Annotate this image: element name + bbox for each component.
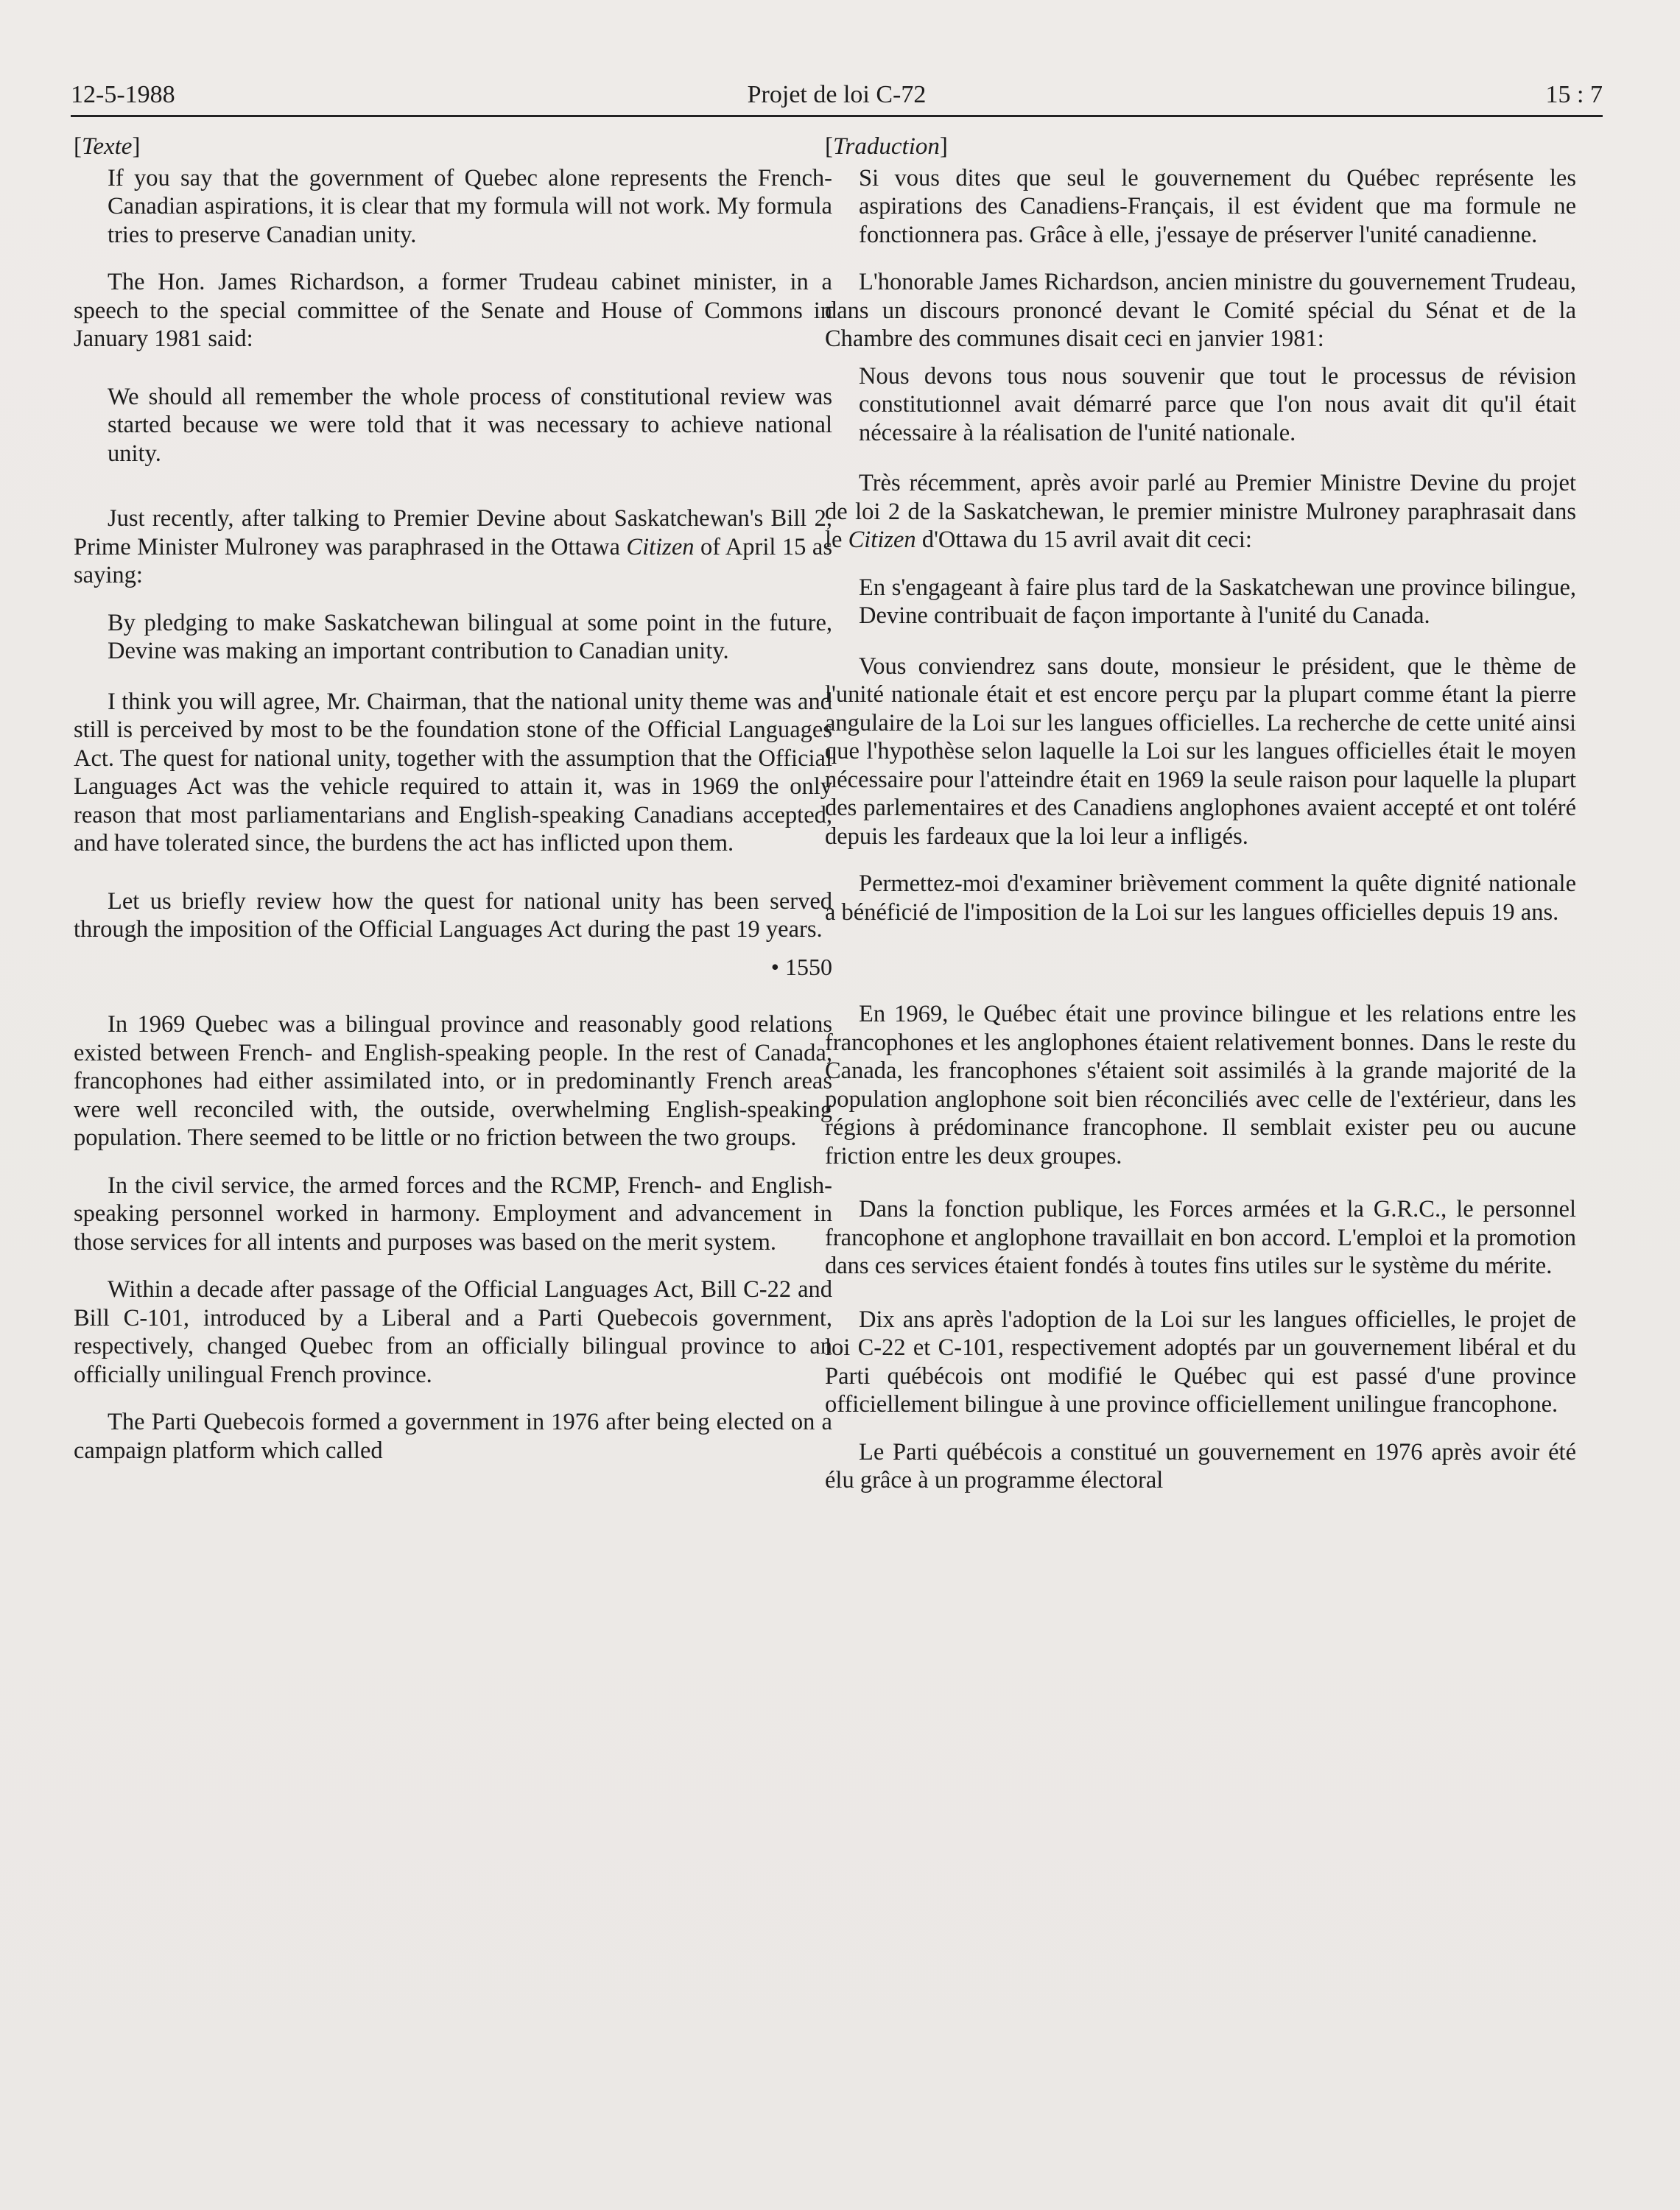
paragraph: L'honorable James Richardson, ancien ministre du gouvernement Trudeau, dans un discours prononcé devant le Comité spécial du Sénat et de la Chambre des communes disait ceci en janvier 1981: — [825, 269, 1576, 352]
paragraph: Si vous dites que seul le gouvernement du Québec représente les aspirations des Canadiens-Français, il est évident que ma formule ne fonctionnera pas. Grâce à elle, j'essaye de préserver l'unité canadienne. — [859, 164, 1576, 248]
header-title: Projet de loi C-72 — [747, 81, 927, 108]
paragraph: Très récemment, après avoir parlé au Premier Ministre Devine du projet de loi 2 de la Saskatchewan, le premier ministre Mulroney paraphrasait dans le Citizen d'Ottawa du 15 avril avait dit ceci: — [825, 470, 1576, 553]
block-quote: En s'engageant à faire plus tard de la Saskatchewan une province bilingue, Devine contribuait de façon importante à l'unité du Canada. — [859, 574, 1576, 629]
newspaper-title: Citizen — [626, 533, 695, 560]
block-quote: Nous devons tous nous souvenir que tout le processus de révision constitutionnel avait démarré parce que l'on nous avait dit qu'il était nécessaire à la réalisation de l'unité nationale. — [859, 362, 1576, 446]
french-column — [825, 133, 1576, 1514]
paragraph: Dans la fonction publique, les Forces armées et la G.R.C., le personnel francophone et anglophone travaillait en bon accord. L'emploi et la promotion dans ces services étaient fondés à toutes fins utiles sur le système du mérite. — [825, 1196, 1576, 1279]
time-marker: • 1550 — [770, 953, 832, 980]
block-quote: By pledging to make Saskatchewan bilingual at some point in the future, Devine was making an important contribution to Canadian unity. — [108, 609, 832, 664]
paragraph: I think you will agree, Mr. Chairman, that the national unity theme was and still is perceived by most to be the foundation stone of the Official Languages Act. The quest for national unity, together with the assumption that the Official Languages Act was the vehicle required to attain it, was in 1969 the only reason that most parliamentarians and English-speaking Canadians accepted, and have tolerated since, the burdens the act has inflicted upon them. — [74, 688, 832, 856]
paragraph: In the civil service, the armed forces and the RCMP, French- and English-speaking personnel worked in harmony. Employment and advancement in those services for all intents and purposes was based on the merit system. — [74, 1172, 832, 1256]
paragraph: Le Parti québécois a constitué un gouvernement en 1976 après avoir été élu grâce à un programme électoral — [825, 1438, 1576, 1493]
column-label-texte: [ Texte ] — [74, 133, 832, 161]
paragraph: Just recently, after talking to Premier Devine about Saskatchewan's Bill 2, Prime Minister Mulroney was paraphrased in the Ottawa Citizen of April 15 as saying: — [74, 505, 832, 588]
paragraph: Vous conviendrez sans doute, monsieur le président, que le thème de l'unité nationale était et est encore perçu par la plupart comme étant la pierre angulaire de la Loi sur les langues officielles. La recherche de cette unité ainsi que l'hypothèse selon laquelle la Loi sur les langues officielles était le moyen nécessaire pour l'atteindre était en 1969 la seule raison pour laquelle la plupart des parlementaires et des Canadiens anglophones avaient accepté et ont toléré depuis les fardeaux que la loi leur a infligés. — [825, 652, 1576, 850]
paragraph: Within a decade after passage of the Official Languages Act, Bill C-22 and Bill C-101, introduced by a Liberal and a Parti Quebecois government, respectively, changed Quebec from an officially bilingual province to an officially unilingual French province. — [74, 1276, 832, 1388]
paragraph: The Hon. James Richardson, a former Trudeau cabinet minister, in a speech to the special committee of the Senate and House of Commons in January 1981 said: — [74, 269, 832, 352]
paragraph: If you say that the government of Quebec alone represents the French-Canadian aspirations, it is clear that my formula will not work. My formula tries to preserve Canadian unity. — [108, 164, 832, 248]
paragraph: Let us briefly review how the quest for national unity has been served through the imposition of the Official Languages Act during the past 19 years. — [74, 887, 832, 943]
english-column — [74, 133, 832, 1484]
header-page-number: 15 : 7 — [1545, 81, 1603, 108]
page-header — [71, 80, 1603, 117]
header-date: 12-5-1988 — [71, 81, 175, 108]
column-label-traduction: [ Traduction ] — [825, 133, 1576, 161]
block-quote: We should all remember the whole process of constitutional review was started because we were told that it was necessary to achieve national unity. — [108, 383, 832, 467]
paragraph: Dix ans après l'adoption de la Loi sur les langues officielles, le projet de loi C-22 et C-101, respectivement adoptés par un gouvernement libéral et du Parti québécois ont modifié le Québec qui est passé d'une province officiellement bilingue à une province officiellement unilingue francophone. — [825, 1306, 1576, 1418]
paragraph: Permettez-moi d'examiner brièvement comment la quête dignité nationale a bénéficié de l'imposition de la Loi sur les langues officielles depuis 19 ans. — [825, 870, 1576, 926]
paragraph: The Parti Quebecois formed a government in 1976 after being elected on a campaign platform which called — [74, 1409, 832, 1464]
newspaper-title: Citizen — [848, 527, 916, 553]
paragraph: In 1969 Quebec was a bilingual province and reasonably good relations existed between French- and English-speaking people. In the rest of Canada, francophones had either assimilated into, or in predominantly French areas were well reconciled with, the outside, overwhelming English-speaking population. There seemed to be little or no friction between the two groups. — [74, 1011, 832, 1151]
paragraph: En 1969, le Québec était une province bilingue et les relations entre les francophones et les anglophones étaient relativement bonnes. Dans le reste du Canada, les francophones s'étaient soit assimilés à la grande majorité de la population anglophone soit bien réconciliés avec celle de l'extérieur, dans les régions à prédominance francophone. Il semblait exister peu ou aucune friction entre les deux groupes. — [825, 1001, 1576, 1169]
